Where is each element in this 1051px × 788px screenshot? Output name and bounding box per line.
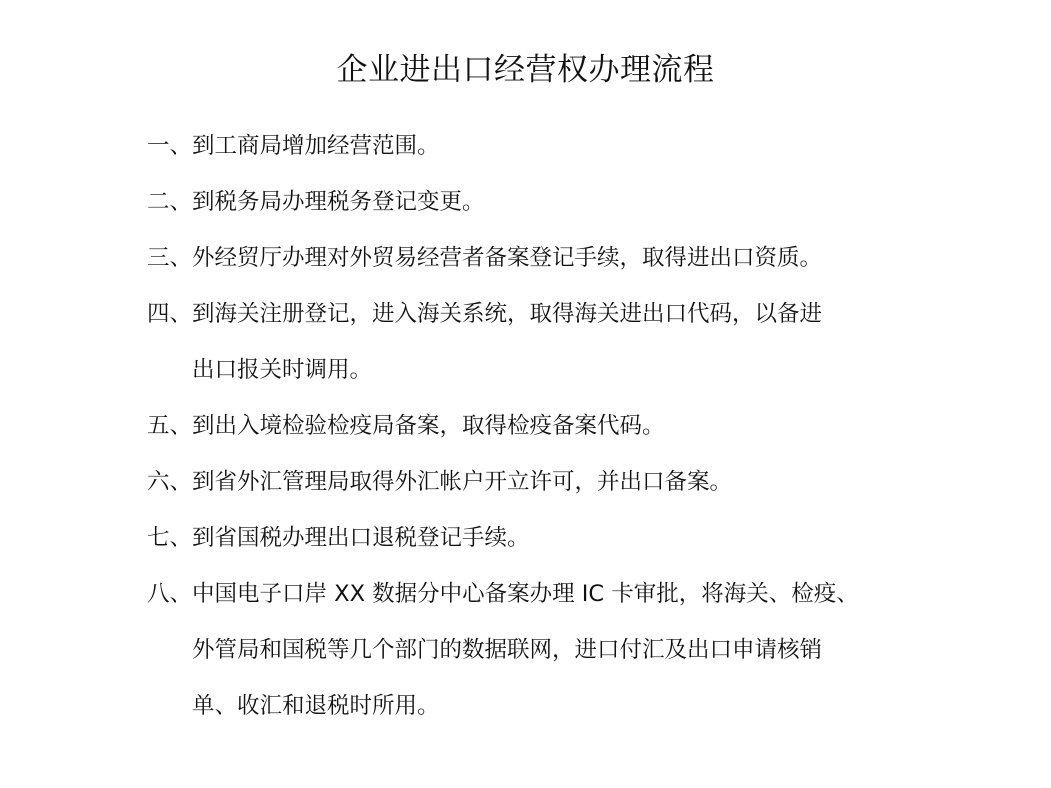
step-text <box>192 412 927 440</box>
step-number: 一、 <box>147 133 193 159</box>
step-text <box>192 188 927 216</box>
step-line: 到海关注册登记，进入海关系统，取得海关进出口代码，以备进 <box>192 301 823 327</box>
step-text <box>192 524 927 552</box>
step-text <box>192 132 927 160</box>
step-number: 七、 <box>147 525 193 551</box>
process-steps-list <box>147 132 927 748</box>
step-number: 五、 <box>147 413 193 439</box>
step-text <box>192 580 927 720</box>
step-line: 外经贸厅办理对外贸易经营者备案登记手续，取得进出口资质。 <box>192 245 823 271</box>
step-text <box>192 468 927 496</box>
step-line: 到税务局办理税务登记变更。 <box>192 189 485 215</box>
step-line: 到工商局增加经营范围。 <box>192 133 440 159</box>
step-3 <box>147 244 927 272</box>
page-title: 企业进出口经营权办理流程 <box>336 52 715 88</box>
step-line: 出口报关时调用。 <box>192 357 373 383</box>
step-4 <box>147 300 927 384</box>
step-6 <box>147 468 927 496</box>
step-line: 外管局和国税等几个部门的数据联网，进口付汇及出口申请核销 <box>192 637 823 663</box>
step-7 <box>147 524 927 552</box>
step-line: 到出入境检验检疫局备案，取得检疫备案代码。 <box>192 413 665 439</box>
step-1 <box>147 132 927 160</box>
step-number: 六、 <box>147 469 193 495</box>
step-5 <box>147 412 927 440</box>
step-8 <box>147 580 927 720</box>
step-text <box>192 244 927 272</box>
step-number: 八、 <box>147 581 193 607</box>
step-2 <box>147 188 927 216</box>
step-number: 四、 <box>147 301 193 327</box>
step-number: 二、 <box>147 189 193 215</box>
step-line: 中国电子口岸 XX 数据分中心备案办理 IC 卡审批，将海关、检疫、 <box>192 581 859 607</box>
step-line: 到省国税办理出口退税登记手续。 <box>192 525 530 551</box>
step-text <box>192 300 927 384</box>
step-line: 单、收汇和退税时所用。 <box>192 693 440 719</box>
step-line: 到省外汇管理局取得外汇帐户开立许可，并出口备案。 <box>192 469 733 495</box>
step-number: 三、 <box>147 245 193 271</box>
